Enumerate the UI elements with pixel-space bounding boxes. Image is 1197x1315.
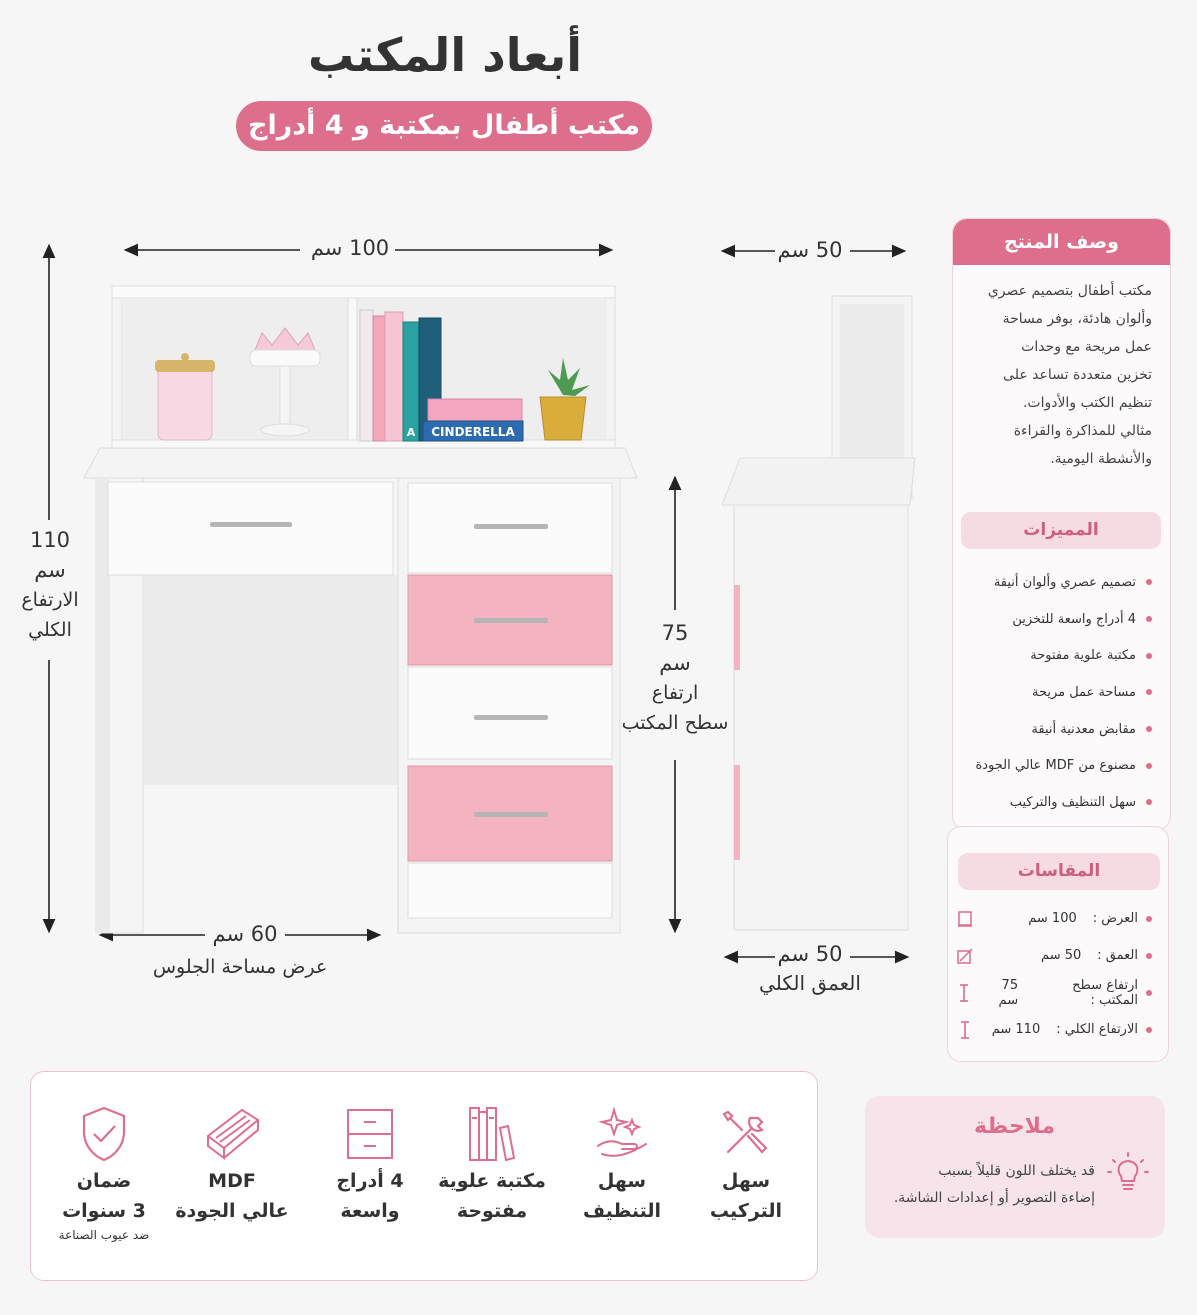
list-item: مقابض معدنية أنيقة [953,711,1160,748]
measurement-row: الارتفاع الكلي : 110 سم [948,1011,1160,1048]
highlight-easy-assembly: سهل التركيب [681,1102,811,1226]
highlight-drawers: 4 أدراج واسعة [305,1102,435,1226]
list-item: 4 أدراج واسعة للتخزين [953,601,1160,638]
measurement-row: العمق : 50 سم [948,937,1160,974]
bullet-icon [1146,763,1152,769]
list-item: سهل التنظيف والتركيب [953,784,1160,821]
subtitle-badge: مكتب أطفال بمكتبة و 4 أدراج [236,101,652,151]
highlight-mdf-quality: MDF عالي الجودة [167,1102,297,1226]
lightbulb-icon [1105,1150,1151,1200]
desk-front-view [0,230,720,1010]
bullet-icon [1146,726,1152,732]
seat-width-value: 60 سم [212,922,278,946]
desk-height-label: 75 سم ارتفاع سطح المكتب [621,621,729,734]
width-top-label: 100 سم [310,236,390,260]
highlight-warranty: ضمان 3 سنوات ضد عيوب الصناعة [39,1102,169,1242]
measurements-list [948,900,1160,1048]
list-item: مساحة عمل مريحة [953,674,1160,711]
depth-bottom-label: العمق الكلي [759,971,861,995]
bullet-icon [1146,953,1152,959]
book-letter-a: A [406,426,416,439]
highlight-easy-cleaning: سهل التنظيف [557,1102,687,1226]
bullet-icon [1146,799,1152,805]
bullet-icon [1146,653,1152,659]
depth-top-label: 50 سم [777,238,843,262]
depth-bottom-value: 50 سم [777,942,843,966]
note-text: قد يختلف اللون قليلاً بسبب إضاءة التصوير أو إعدادات الشاشة. [893,1163,1095,1206]
list-item: مصنوع من MDF عالي الجودة [953,747,1160,784]
cleaning-hand-icon [557,1102,687,1166]
depth-icon [954,947,976,965]
drawer-1 [408,483,612,573]
note-title: ملاحظة [974,1114,1055,1139]
desk-side-view [720,230,920,1000]
wood-board-icon [167,1102,297,1166]
height-icon [954,983,974,1003]
width-icon [954,910,976,928]
highlight-open-shelf: مكتبة علوية مفتوحة [427,1102,557,1226]
measurement-row: ارتفاع سطح المكتب : 75 سم [948,974,1160,1011]
tools-icon [681,1102,811,1166]
bullet-icon [1146,990,1152,996]
drawers-icon [305,1102,435,1166]
books-icon [427,1102,557,1166]
seat-width-label: عرض مساحة الجلوس [152,956,328,978]
description-heading: وصف المنتج [953,219,1170,265]
height-icon [954,1020,976,1040]
drawer-3 [408,667,612,759]
bullet-icon [1146,579,1152,585]
highlights-card [30,1071,818,1281]
bullet-icon [1146,1027,1152,1033]
features-list [953,564,1160,821]
measurement-row: العرض : 100 سم [948,900,1160,937]
drawer-2 [408,575,612,665]
measurements-card [947,826,1169,1062]
page-title: أبعاد المكتب [307,28,582,82]
list-item: تصميم عصري وألوان أنيقة [953,564,1160,601]
measurements-heading: المقاسات [958,853,1160,890]
jar-decor [155,353,215,440]
shield-check-icon [39,1102,169,1166]
drawer-4 [408,766,612,861]
total-height-label: 110 سم الارتفاع الكلي [21,528,79,641]
bullet-icon [1146,689,1152,695]
center-drawer [108,482,393,575]
product-info-card [952,218,1171,830]
book-cinderella-label: CINDERELLA [431,425,515,439]
list-item: مكتبة علوية مفتوحة [953,637,1160,674]
bullet-icon [1146,916,1152,922]
bullet-icon [1146,616,1152,622]
features-heading: المميزات [961,512,1161,549]
books-stack [423,399,523,441]
note-card [865,1096,1165,1238]
description-text: مكتب أطفال بتصميم عصري وألوان هادئة، بوفر مساحة عمل مريحة مع وحدات تخزين متعددة تساعد على تنظيم الكتب والأدوات. مثالي للمذاكرة والقراءة والأنشطة اليومية. [987,283,1152,467]
